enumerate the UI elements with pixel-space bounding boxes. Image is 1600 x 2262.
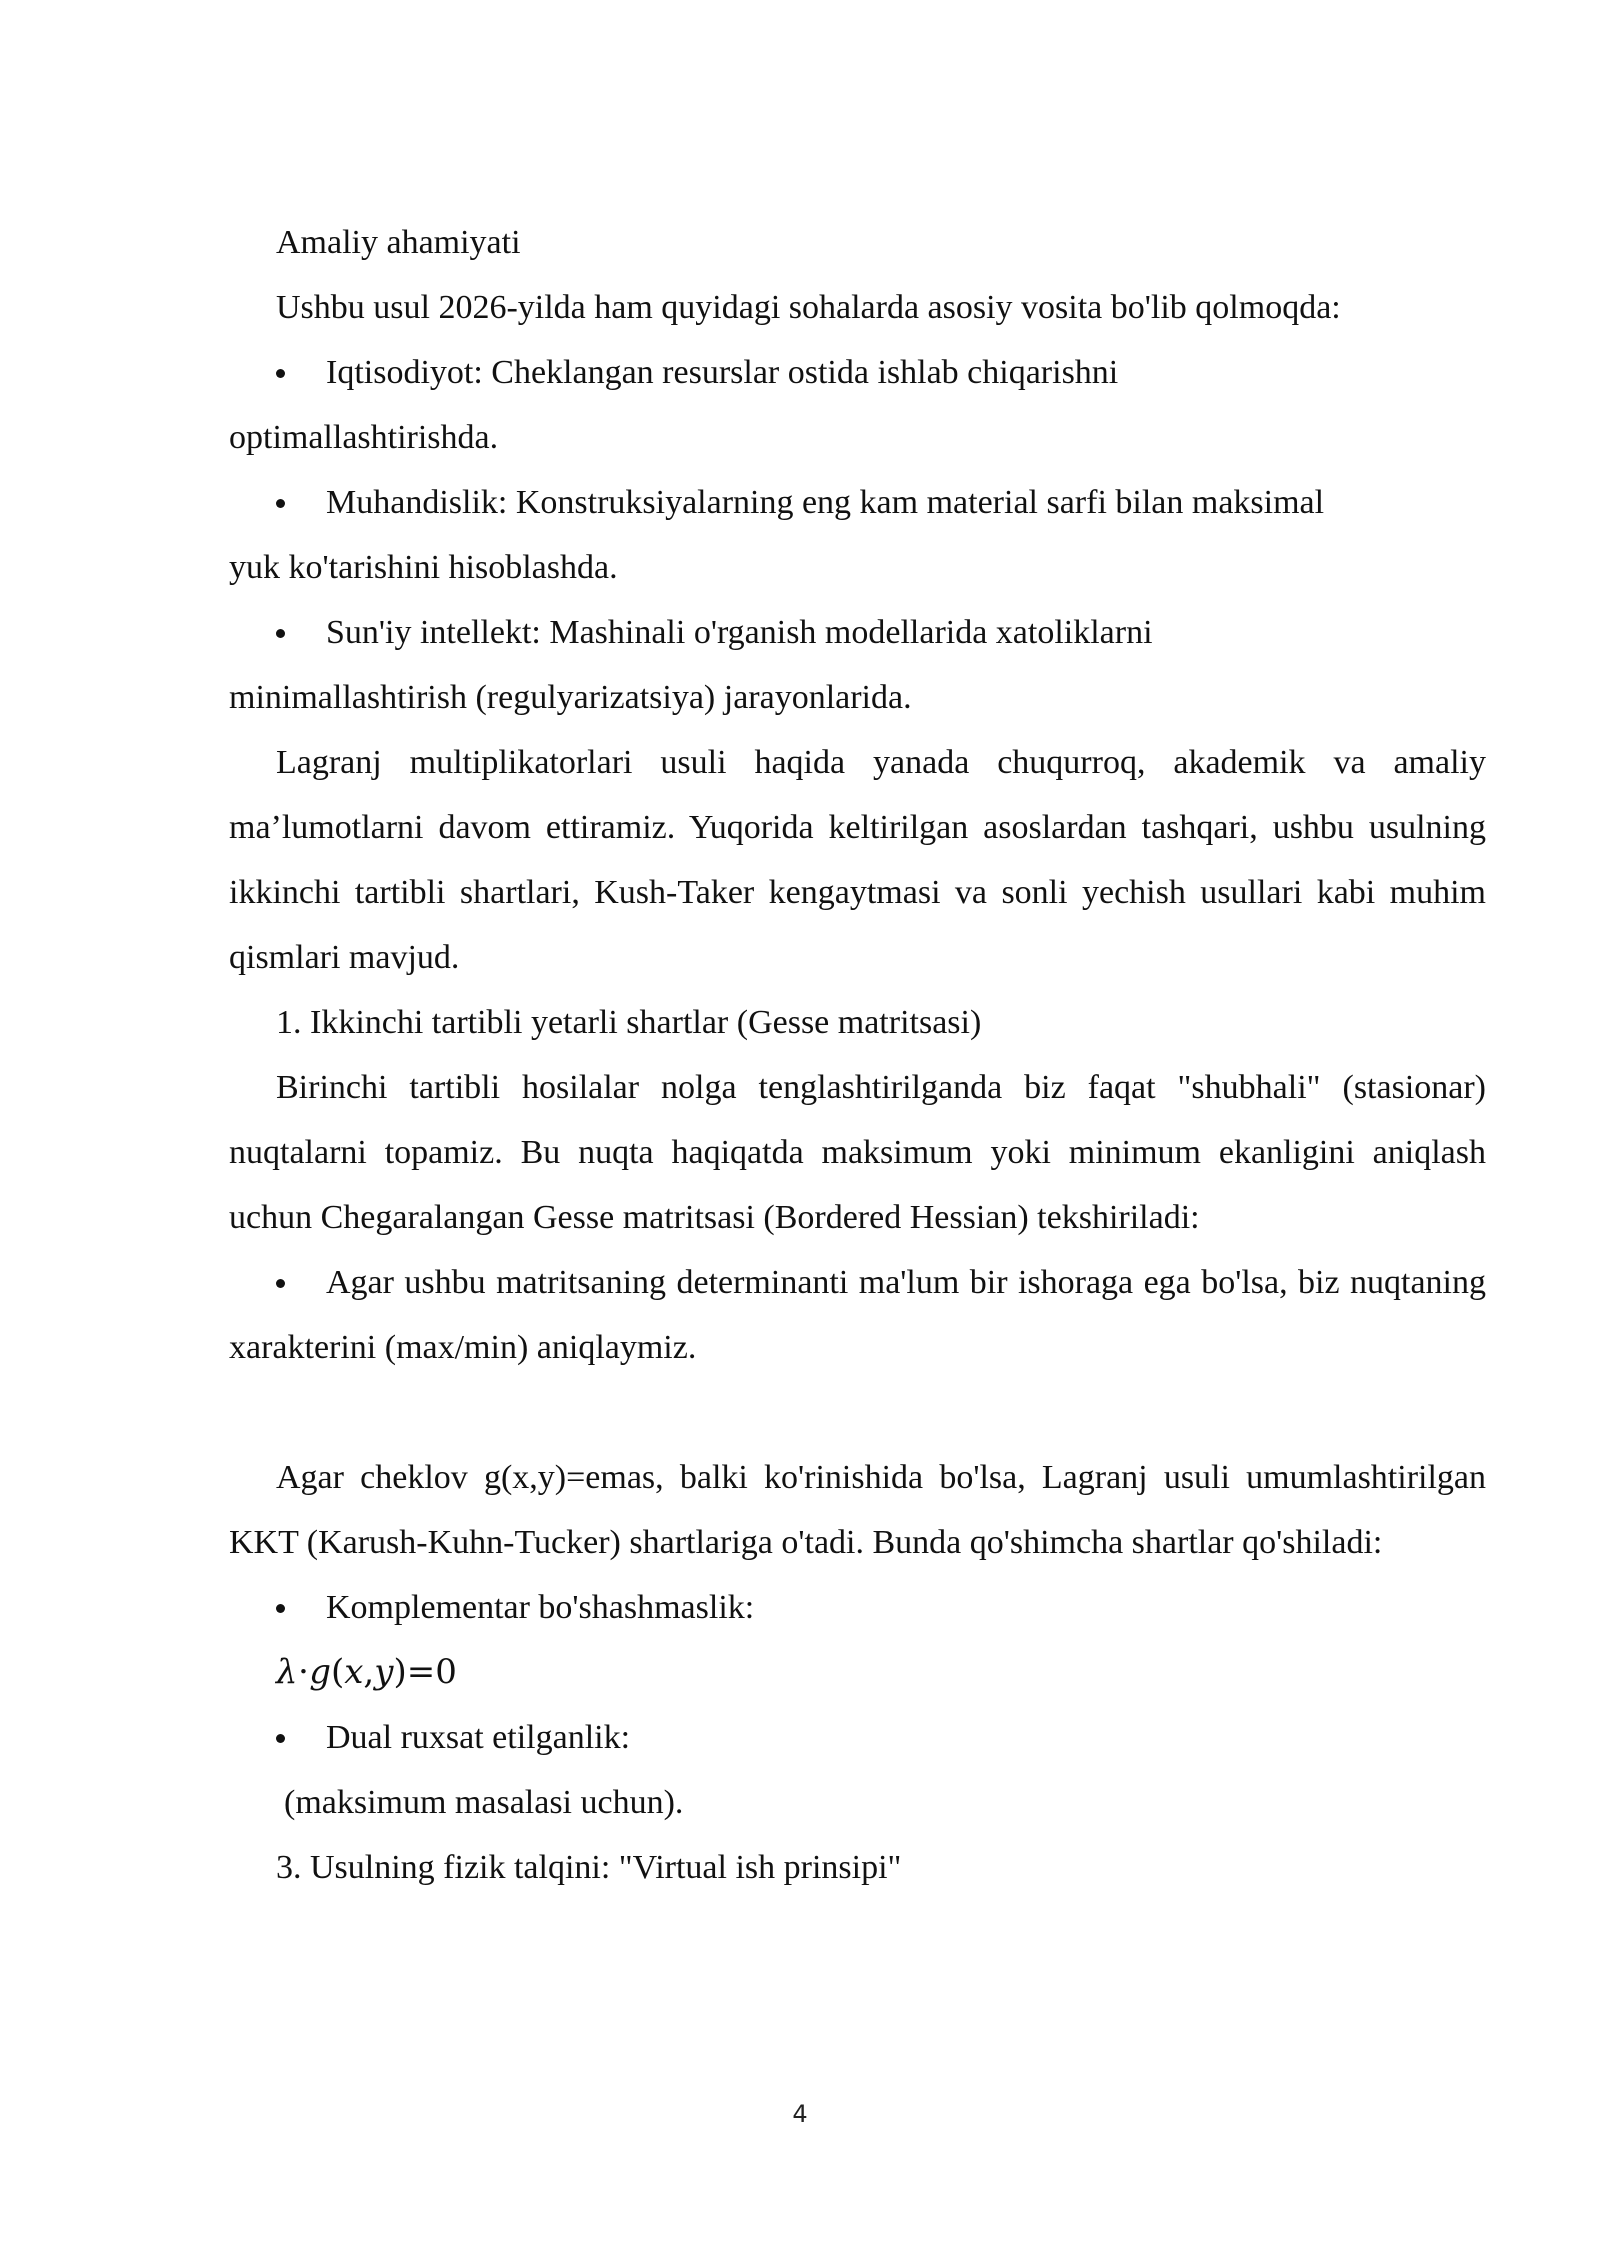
kkt-bullet1-text: Komplementar bo'shashmaslik: — [326, 1589, 755, 1626]
kkt-bullet2-text: Dual ruxsat etilganlik: — [326, 1719, 631, 1756]
formula-y: y — [374, 1652, 394, 1692]
list-item — [229, 600, 1486, 665]
page-content — [229, 210, 1486, 1900]
bullet-icon — [276, 340, 326, 405]
page-number: 4 — [792, 2100, 808, 2128]
section1-bullet-text: Agar ushbu matritsaning determinanti ma'lum bir ishoraga ega bo'lsa, biz nuqtaning xarakterini (max/min) aniqlaymiz. — [229, 1264, 1486, 1366]
list-item-lead: Sun'iy intellekt: Mashinali o'rganish modellarida xatoliklarni — [326, 614, 1153, 651]
list-item — [229, 470, 1486, 535]
bullet-icon — [276, 470, 326, 535]
kkt-note: (maksimum masalasi uchun). — [284, 1784, 684, 1821]
formula-close: )=0 — [393, 1652, 457, 1692]
section1-paragraph: Birinchi tartibli hosilalar nolga tenglashtirilganda biz faqat "shubhali" (stasionar) nuqtalarni topamiz. Bu nuqta haqiqatda maksimum yoki minimum ekanligini aniqlash uchun Chegaralangan Gesse matritsasi (Bordered Hessian) tekshiriladi: — [229, 1069, 1486, 1236]
formula-lambda: λ — [276, 1652, 298, 1692]
section-heading: Amaliy ahamiyati — [276, 224, 521, 261]
section1-title: 1. Ikkinchi tartibli yetarli shartlar (Gesse matritsasi) — [276, 1004, 982, 1041]
list-item — [229, 1250, 1486, 1380]
list-item-lead: Muhandislik: Konstruksiyalarning eng kam material sarfi bilan maksimal — [326, 484, 1325, 521]
formula-g: g — [309, 1652, 331, 1692]
bullet-icon — [276, 1250, 326, 1315]
formula-x: x — [344, 1652, 364, 1692]
kkt-paragraph: Agar cheklov g(x,y)=emas, balki ko'rinishida bo'lsa, Lagranj usuli umumlashtirilgan KKT (Karush-Kuhn-Tucker) shartlariga o'tadi. Bunda qo'shimcha shartlar qo'shiladi: — [229, 1459, 1486, 1561]
list-item-lead: Iqtisodiyot: Cheklangan resurslar ostida ishlab chiqarishni — [326, 354, 1119, 391]
section3-title: 3. Usulning fizik talqini: "Virtual ish prinsipi" — [276, 1849, 902, 1886]
bullet-icon — [276, 1575, 326, 1640]
complementarity-formula — [229, 1640, 1486, 1705]
list-item — [229, 1575, 1486, 1640]
formula-dot: ⋅ — [297, 1652, 310, 1692]
formula-comma: , — [363, 1652, 375, 1692]
list-item-continuation: yuk ko'tarishini hisoblashda. — [229, 549, 618, 586]
bullet-icon — [276, 1705, 326, 1770]
bullet-icon — [276, 600, 326, 665]
intro-paragraph: Ushbu usul 2026-yilda ham quyidagi sohalarda asosiy vosita bo'lib qolmoqda: — [276, 289, 1341, 326]
list-item — [229, 1705, 1486, 1770]
list-item-continuation: optimallashtirishda. — [229, 419, 499, 456]
formula-open: ( — [330, 1652, 345, 1692]
list-item-continuation: minimallashtirish (regulyarizatsiya) jarayonlarida. — [229, 679, 912, 716]
list-item — [229, 340, 1486, 405]
continuation-paragraph: Lagranj multiplikatorlari usuli haqida yanada chuqurroq, akademik va amaliy ma’lumotlarni davom ettiramiz. Yuqorida keltirilgan asoslardan tashqari, ushbu usulning ikkinchi tartibli shartlari, Kush-Taker kengaytmasi va sonli yechish usullari kabi muhim qismlari mavjud. — [229, 744, 1486, 976]
blank-line — [229, 1380, 1486, 1445]
